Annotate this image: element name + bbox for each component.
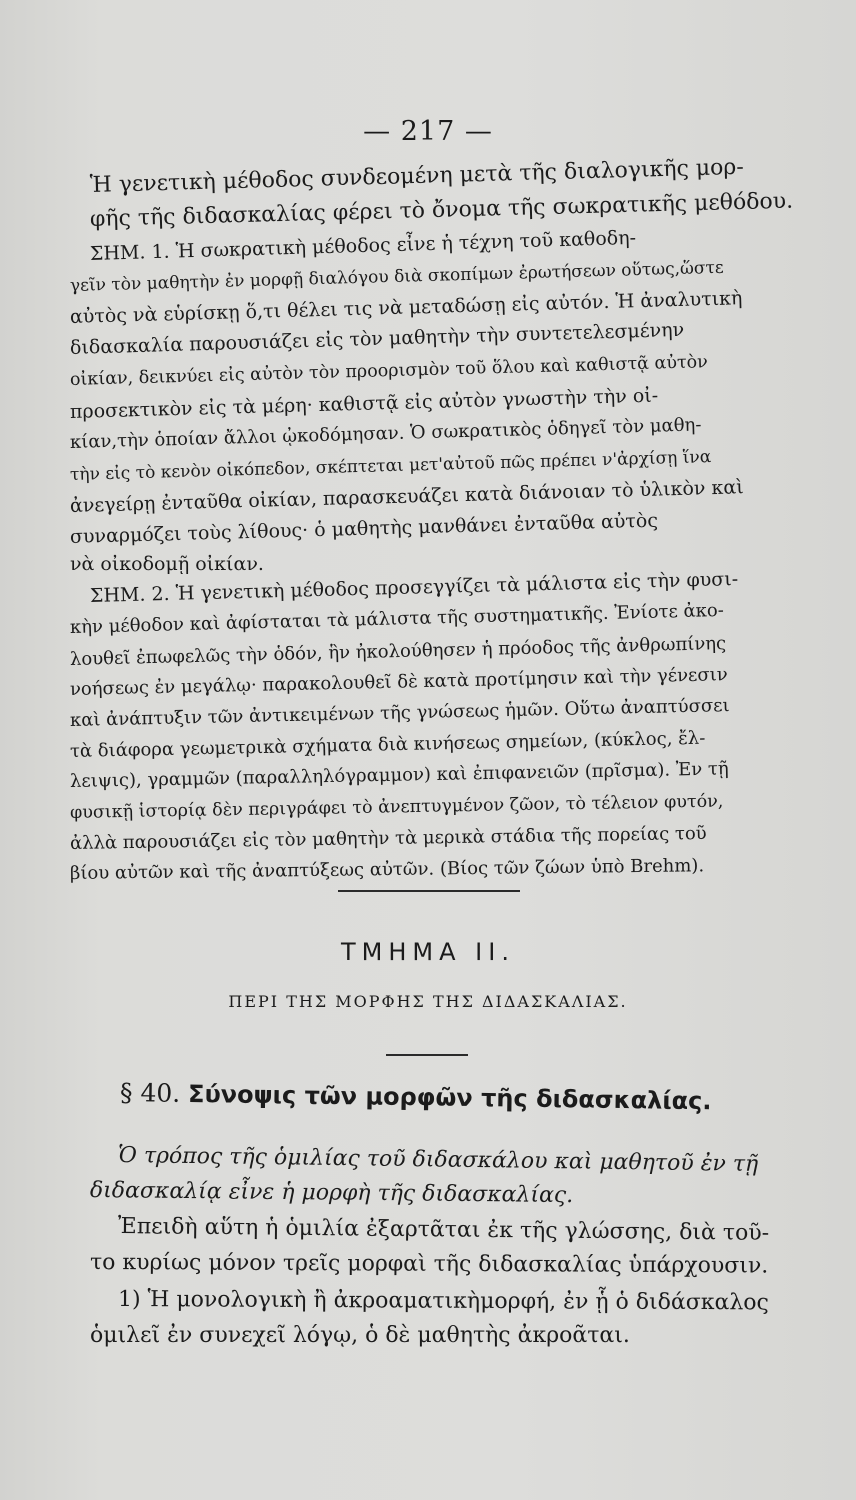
text-line: κίαν,τὴν ὁποίαν ἄλλοι ᾠκοδόμησαν. Ὁ σωκρατικὸς ὁδηγεῖ τὸν μαθη- [69,414,702,453]
text-line: το κυρίως μόνον τρεῖς μορφαὶ τῆς διδασκαλίας ὑπάρχουσιν. [89,1250,769,1279]
text-line: ἀλλὰ παρουσιάζει εἰς τὸν μαθητὴν τὰ μερικὰ στάδια τῆς πορείας τοῦ [69,822,707,854]
text-line: συναρμόζει τοὺς λίθους· ὁ μαθητὴς μανθάνει ἐνταῦθα αὐτὸς [69,509,659,548]
text-line: αὐτὸς νὰ εὑρίσκῃ ὅ,τι θέλει τις νὰ μεταδώσῃ εἰς αὐτόν. Ἡ ἀναλυτικὴ [69,287,743,328]
text-line: οἰκίαν, δεικνύει εἰς αὐτὸν τὸν προορισμὸν τοῦ ὅλου καὶ καθιστᾷ αὐτὸν [69,352,709,390]
text-line: λειψις), γραμμῶν (παραλληλόγραμμον) καὶ ἐπιφανειῶν (πρῖσμα). Ἐν τῇ [69,758,729,792]
text-line: κὴν μέθοδον καὶ ἀφίσταται τὰ μάλιστα τῆς συστηματικῆς. Ἐνίοτε ἀκο- [69,599,725,638]
short-rule [386,1054,468,1056]
page-number: — 217 — [363,116,493,147]
text-line: ΣΗΜ. 1. Ἡ σωκρατικὴ μέθοδος εἶνε ἡ τέχνη τοῦ καθοδη- [89,226,637,265]
text-line: προσεκτικὸν εἰς τὰ μέρη· καθιστᾷ εἰς αὐτὸν γνωστὴν τὴν οἰ- [69,384,659,423]
text-line: ἀνεγείρῃ ἐνταῦθα οἰκίαν, παρασκευάζει κατὰ διάνοιαν τὸ ὑλικὸν καὶ [69,476,744,517]
text-line: βίου αὐτῶν καὶ τῆς ἀναπτύξεως αὐτῶν. (Βίος τῶν ζώων ὑπὸ Brehm). [69,855,705,884]
section-title: ΤΜΗΜΑ ΙΙ. [341,938,515,966]
separator-rule [338,890,520,892]
text-line: φυσικῇ ἱστορίᾳ δὲν περιγράφει τὸ ἀνεπτυγμένον ζῶον, τὸ τέλειον φυτόν, [69,791,724,823]
text-line: ΣΗΜ. 2. Ἡ γενετικὴ μέθοδος προσεγγίζει τὰ μάλιστα εἰς τὴν φυσι- [89,568,739,607]
text-line: διδασκαλίᾳ εἶνε ἡ μορφὴ τῆς διδασκαλίας. [89,1178,574,1209]
section-subtitle: ΠΕΡΙ ΤΗΣ ΜΟΡΦΗΣ ΤΗΣ ΔΙΔΑΣΚΑΛΙΑΣ. [228,992,628,1011]
text-line: διδασκαλία παρουσιάζει εἰς τὸν μαθητὴν τὴν συντετελεσμένην [69,318,685,359]
text-line: Ἡ γενετικὴ μέθοδος συνδεομένη μετὰ τῆς διαλογικῆς μορ- [89,154,745,198]
text-line: τὰ διάφορα γεωμετρικὰ σχήματα διὰ κινήσεως σημείων, (κύκλος, ἔλ- [69,727,706,762]
text-line: γεῖν τὸν μαθητὴν ἐν μορφῇ διαλόγου διὰ σκοπίμων ἐρωτήσεων οὕτως,ὥστε [69,257,724,296]
text-line: φῆς τῆς διδασκαλίας φέρει τὸ ὄνομα τῆς σωκρατικῆς μεθόδου. [89,188,794,232]
text-line: νὰ οἰκοδομῇ οἰκίαν. [70,553,264,575]
paragraph-number: § 40. [119,1078,181,1108]
text-line: τὴν εἰς τὸ κενὸν οἰκόπεδον, σκέπτεται μετ'αὐτοῦ πῶς πρέπει ν'ἀρχίσῃ ἵνα [69,447,712,485]
text-line: νοήσεως ἐν μεγάλῳ· παρακολουθεῖ δὲ κατὰ προτίμησιν καὶ τὴν γένεσιν [69,664,728,700]
text-line: 1) Ἡ μονολογικὴ ἢ ἀκροαματικὴμορφή, ἐν ᾗ ὁ διδάσκαλος [117,1287,769,1316]
text-line: ὁμιλεῖ ἐν συνεχεῖ λόγῳ, ὁ δὲ μαθητὴς ἀκροᾶται. [90,1323,630,1348]
text-line: Ἐπειδὴ αὕτη ἡ ὁμιλία ἐξαρτᾶται ἐκ τῆς γλώσσης, διὰ τοῦ- [117,1214,770,1246]
paragraph-heading [120,1078,712,1115]
text-line: καὶ ἀνάπτυξιν τῶν ἀντικειμένων τῆς γνώσεως ἡμῶν. Οὕτω ἀναπτύσσει [69,695,730,731]
text-line: Ὁ τρόπος τῆς ὁμιλίας τοῦ διδασκάλου καὶ μαθητοῦ ἐν τῇ [117,1143,759,1177]
paragraph-title: Σύνοψις τῶν μορφῶν τῆς διδασκαλίας. [187,1079,712,1116]
text-line: λουθεῖ ἐπωφελῶς τὴν ὁδόν, ἣν ἠκολούθησεν ἡ πρόοδος τῆς ἀνθρωπίνης [69,632,727,670]
